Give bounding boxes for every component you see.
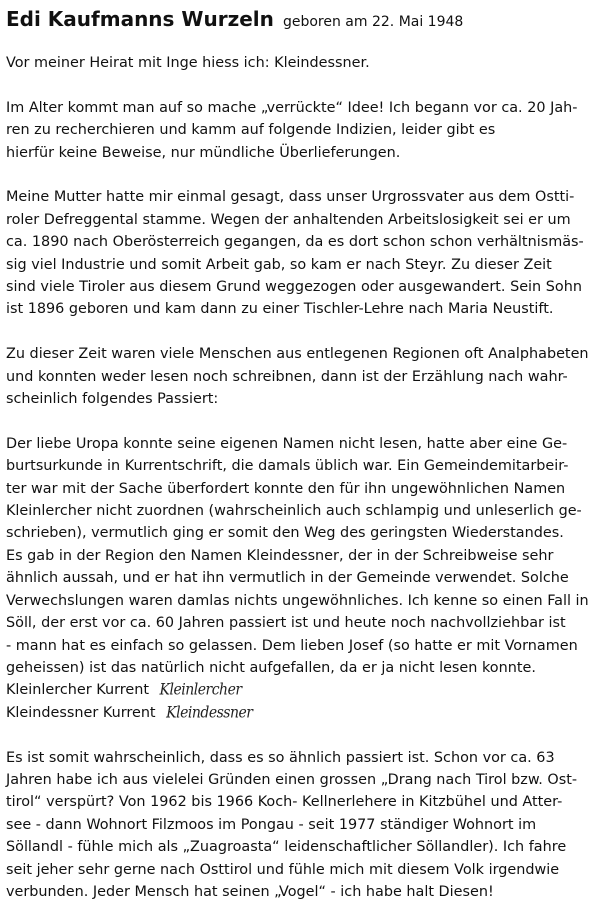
kurrent-row-kleinlercher: [6, 679, 591, 701]
text-line: seit jeher sehr gerne nach Osttirol und fühle mich mit diesem Volk irgendwie: [6, 861, 560, 878]
text-line: und konnten weder lesen noch schreibnen, dann ist der Erzählung nach wahr-: [6, 368, 568, 385]
text-line: Vor meiner Heirat mit Inge hiess ich: Kleindessner.: [6, 55, 370, 71]
text-line: tirol“ verspürt? Von 1962 bis 1966 Koch- Kellnerlehere in Kitzbühel und Atter-: [6, 794, 563, 811]
text-line: Söll, der erst vor ca. 60 Jahren passiert ist und heute noch nachvollziehbar ist: [6, 615, 566, 632]
text-line: hierfür keine Beweise, nur mündliche Überlieferungen.: [6, 144, 401, 161]
text-line: geheissen) ist das natürlich nicht aufgefallen, da er ja nicht lesen konnte.: [6, 659, 536, 676]
kurrent-handwriting-sample: Kleindessner: [166, 703, 253, 722]
text-line: Zu dieser Zeit waren viele Menschen aus entlegenen Regionen oft Analphabeten: [6, 346, 589, 363]
text-line: Meine Mutter hatte mir einmal gesagt, dass unser Urgrossvater aus dem Ostti-: [6, 189, 575, 206]
text-line: see - dann Wohnort Filzmoos im Pongau - seit 1977 ständiger Wohnort im: [6, 816, 537, 833]
text-line: Es ist somit wahrscheinlich, dass es so ähnlich passiert ist. Schon vor ca. 63: [6, 749, 555, 766]
text-line: ter war mit der Sache überfordert konnte den für ihn ungewöhnlichen Namen: [6, 480, 566, 497]
text-line: Jahren habe ich aus vielelei Gründen einen grossen „Drang nach Tirol bzw. Ost-: [6, 771, 578, 788]
text-line: ist 1896 geboren und kam dann zu einer Tischler-Lehre nach Maria Neustift.: [6, 301, 554, 318]
text-line: sig viel Industrie und somit Arbeit gab, so kam er nach Steyr. Zu dieser Zeit: [6, 256, 552, 273]
text-line: burtsurkunde in Kurrentschrift, die damals üblich war. Ein Gemeindemitarbeir-: [6, 458, 569, 475]
title-line: [6, 5, 591, 36]
kurrent-row-kleindessner: [6, 702, 591, 724]
kurrent-handwriting-sample: Kleinlercher: [159, 681, 242, 700]
text-line: verbunden. Jeder Mensch hat seinen „Vogel“ - ich habe halt Diesen!: [6, 883, 494, 900]
paragraph-name-change: [6, 433, 591, 724]
text-line: Kleinlercher nicht zuordnen (wahrscheinlich auch schlampig und unleserlich ge-: [6, 503, 582, 520]
paragraph-origin: [6, 186, 591, 320]
text-line: ähnlich aussah, und er hat ihn vermutlich in der Gemeinde verwendet. Solche: [6, 570, 569, 587]
text-line: Verwechslungen waren damlas nichts ungewöhnliches. Ich kenne so einen Fall in: [6, 592, 589, 609]
birth-date: geboren am 22. Mai 1948: [282, 14, 464, 30]
text-line: sind viele Tiroler aus diesem Grund weggezogen oder ausgewandert. Sein Sohn: [6, 279, 582, 296]
text-line: Söllandl - fühle mich als „Zuagroasta“ leidenschaftlicher Söllandler). Ich fahre: [6, 839, 567, 856]
text-line: scheinlich folgendes Passiert:: [6, 391, 219, 408]
paragraph-intro: [6, 52, 591, 74]
text-line: roler Defreggental stamme. Wegen der anhaltenden Arbeitslosigkeit sei er um: [6, 211, 571, 228]
text-line: ca. 1890 nach Oberösterreich gegangen, da es dort schon schon verhältnismäs-: [6, 234, 584, 251]
text-line: schrieben), vermutlich ging er somit den Weg des geringsten Wiederstandes.: [6, 525, 564, 542]
kurrent-label: Kleindessner Kurrent: [6, 704, 156, 721]
text-line: ren zu recherchieren und kamm auf folgende Indizien, leider gibt es: [6, 122, 496, 139]
page-title: Edi Kaufmanns Wurzeln: [6, 7, 274, 31]
text-line: Im Alter kommt man auf so mache „verrückte“ Idee! Ich begann vor ca. 20 Jah-: [6, 99, 578, 116]
paragraph-conclusion: [6, 747, 591, 903]
text-line: Der liebe Uropa konnte seine eigenen Namen nicht lesen, hatte aber eine Ge-: [6, 435, 568, 452]
kurrent-label: Kleinlercher Kurrent: [6, 682, 149, 699]
text-line: - mann hat es einfach so gelassen. Dem lieben Josef (so hatte er mit Vornamen: [6, 637, 578, 654]
paragraph-illiteracy: [6, 343, 591, 410]
paragraph-research: [6, 97, 591, 164]
text-line: Es gab in der Region den Namen Kleindessner, der in der Schreibweise sehr: [6, 547, 554, 564]
